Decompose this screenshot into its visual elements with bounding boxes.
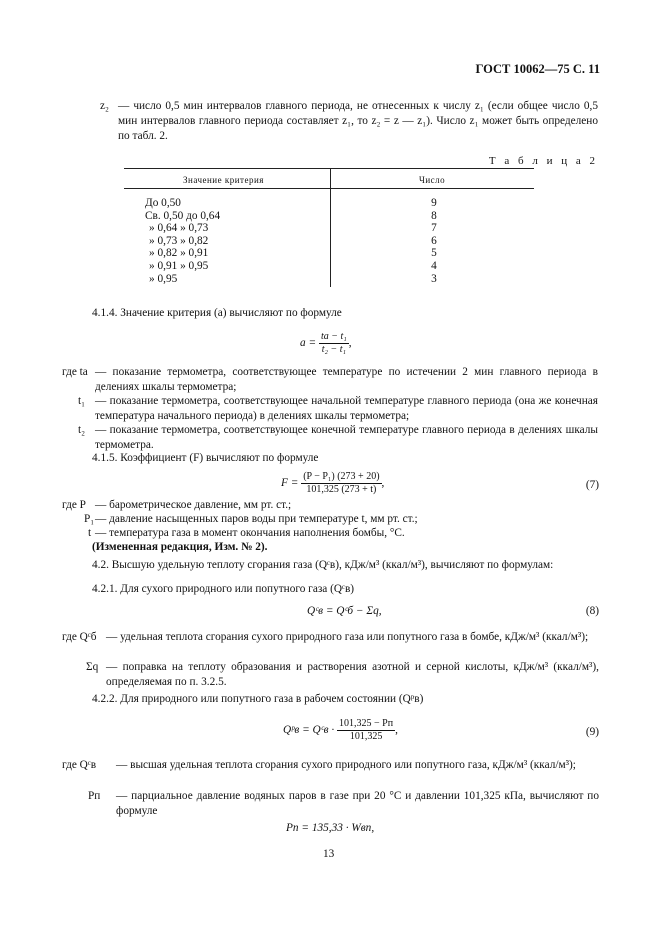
table-cell-count: 8 [431, 209, 437, 222]
formula-9-lhs: Qᵖв = Qᶜв · [283, 724, 335, 737]
table-cell-range: » 0,91 » 0,95 [149, 259, 209, 272]
formula-F-tail: , [381, 477, 385, 490]
def-text: — показание термометра, соответствующее температуре по истечении 2 мин главного периода в делениях шкалы термометра; [95, 366, 598, 393]
def-term: t₁ [78, 395, 86, 407]
table-cell-count: 7 [431, 222, 437, 235]
table-column-counts [426, 197, 442, 285]
def-term: t₂ [78, 424, 86, 436]
def-term: Σq [86, 661, 99, 673]
edit-note: (Измененная редакция, Изм. № 2). [92, 541, 268, 553]
def-term: где P [62, 499, 86, 511]
equation-number-8: (8) [585, 605, 599, 617]
def-text: — поправка на теплоту образования и растворения азотной и серной кислоты, кДж/м³ (ккал/м³), определяемая по п. 3.2.5. [106, 661, 599, 688]
def-term: где Qᶜб [62, 631, 97, 643]
section-4-2-1: 4.2.1. Для сухого природного или попутного газа (Qᶜв) [92, 583, 355, 595]
formula-9-fraction [337, 718, 395, 743]
formula-Pn: Pп = 135,33 · Wвп, [286, 822, 375, 834]
formula-a-lhs: a = [300, 337, 317, 350]
table-header-criterion: Значение критерия [183, 175, 264, 185]
table-cell-count: 9 [431, 197, 437, 209]
table-caption: Т а б л и ц а 2 [488, 155, 598, 167]
def-text: — температура газа в момент окончания наполнения бомбы, °С. [95, 527, 405, 539]
formula-a [300, 331, 352, 356]
formula-F-fraction [301, 471, 381, 496]
formula-9 [283, 718, 398, 743]
formula-F-lhs: F = [281, 477, 299, 490]
formula-a-denominator: t₂ − t₁ [321, 344, 346, 355]
formula-a-numerator: tа − t₁ [320, 331, 347, 342]
table-cell-range: » 0,82 » 0,91 [149, 247, 209, 260]
table-cell-range: » 0,64 » 0,73 [149, 222, 209, 235]
formula-a-fraction [319, 331, 349, 356]
def-text: — показание термометра, соответствующее конечной температуре главного периода в делениях шкалы термометра. [95, 424, 598, 451]
table-cell-count: 5 [431, 247, 437, 260]
table-cell-count: 3 [431, 272, 437, 285]
equation-number-7: (7) [585, 479, 599, 491]
def-text: — показание термометра, соответствующее начальной температуре главного периода (она же конечная температура начального периода) в делениях шкалы термометра; [95, 395, 598, 422]
formula-9-tail: , [395, 724, 398, 737]
table-top-rule [124, 168, 534, 169]
formula-a-tail: , [348, 337, 352, 350]
section-4-1-4: 4.1.4. Значение критерия (a) вычисляют по формуле [92, 307, 342, 319]
def-term: t [88, 527, 92, 539]
def-term: Pп [88, 790, 101, 802]
table-cell-count: 4 [431, 259, 437, 272]
page-header: ГОСТ 10062—75 С. 11 [475, 62, 600, 76]
def-text: — парциальное давление водяных паров в газе при 20 °С и давлении 101,325 кПа, вычисляют по формуле [116, 790, 599, 817]
page-number: 13 [323, 848, 335, 860]
table-header-count: Число [419, 175, 446, 185]
formula-9-numerator: 101,325 − Pп [339, 718, 394, 729]
table-column-divider [330, 168, 331, 287]
table-header-rule [124, 188, 534, 189]
formula-F-numerator: (P − P₁) (273 + 20) [303, 471, 380, 482]
formula-F-denominator: 101,325 (273 + t) [306, 484, 377, 495]
def-text: — высшая удельная теплота сгорания сухого природного или попутного газа, кДж/м³ (ккал/м³); [116, 759, 576, 771]
formula-F [281, 471, 384, 496]
table-cell-range: » 0,73 » 0,82 [149, 234, 209, 247]
equation-number-9: (9) [585, 726, 599, 738]
section-4-1-5: 4.1.5. Коэффициент (F) вычисляют по формуле [92, 452, 319, 464]
section-4-2: 4.2. Высшую удельную теплоту сгорания газа (Qᶜв), кДж/м³ (ккал/м³), вычисляют по формулам: [92, 559, 554, 571]
def-term: P₁ [84, 513, 95, 525]
table-column-ranges [145, 197, 220, 285]
section-4-2-2: 4.2.2. Для природного или попутного газа в рабочем состоянии (Qᵖв) [92, 693, 424, 705]
table-cell-range: Св. 0,50 до 0,64 [145, 209, 221, 222]
table-cell-count: 6 [431, 234, 437, 247]
table-cell-range: » 0,95 [149, 272, 178, 285]
formula-9-denominator: 101,325 [349, 731, 383, 742]
z2-definition: — число 0,5 мин интервалов главного периода, не отнесенных к числу z₁ (если общее число 0,5 мин интервалов главного периода составляет z₁, то z₂ = z — z₁). Число z₁ может быть определено по табл. 2. [118, 100, 598, 142]
def-term: где tа [62, 366, 88, 378]
def-text: — давление насыщенных паров воды при температуре t, мм рт. ст.; [95, 513, 418, 525]
def-term: где Qᶜв [62, 759, 97, 771]
z2-term: z₂ [100, 100, 109, 112]
formula-8: Qᶜв = Qᶜб − Σq, [307, 605, 382, 617]
def-text: — барометрическое давление, мм рт. ст.; [95, 499, 292, 511]
def-text: — удельная теплота сгорания сухого природного газа или попутного газа в бомбе, кДж/м³ (ккал/м³); [106, 631, 589, 643]
table-cell-range: До 0,50 [145, 197, 181, 209]
